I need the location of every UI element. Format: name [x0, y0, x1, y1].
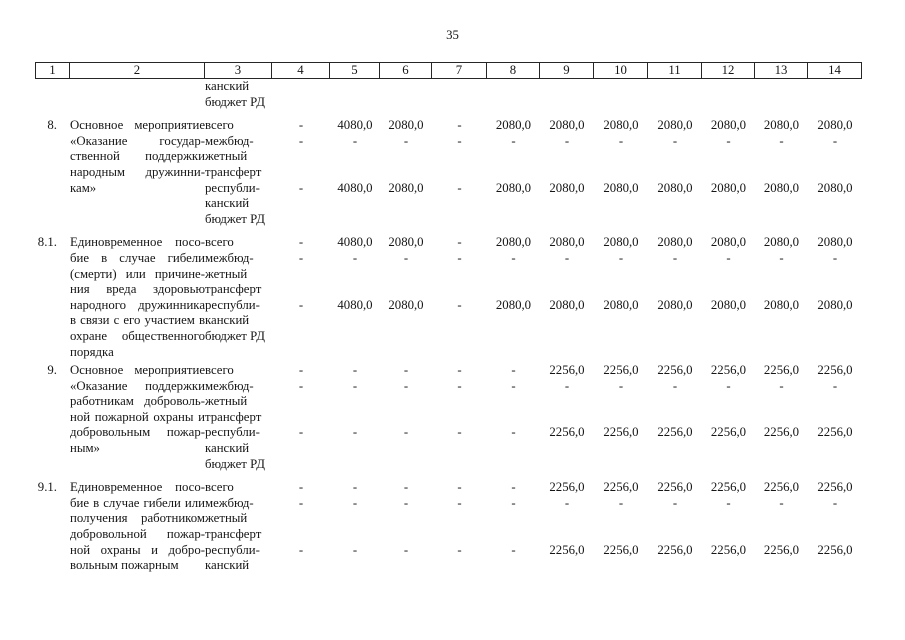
value-total: 2080,0 [817, 235, 853, 250]
value-column-11 [648, 118, 702, 227]
value-republican: 2256,0 [710, 542, 747, 557]
funding-source [205, 363, 272, 472]
column-header-2: 2 [70, 63, 205, 78]
value-interbudget: - [726, 250, 731, 265]
value-total: 2256,0 [817, 480, 853, 495]
value-total: - [298, 235, 304, 250]
value-interbudget: - [564, 378, 570, 393]
row-number: 8. [47, 118, 57, 133]
value-column-4 [272, 118, 330, 227]
value-column-10 [594, 235, 648, 360]
row-name-line: ным» [70, 441, 100, 456]
row-name-line: народного дружинника [70, 297, 205, 312]
funding-source-line: республи- [205, 542, 260, 557]
value-republican: - [298, 542, 304, 557]
funding-source [205, 480, 272, 574]
value-total: - [511, 480, 516, 495]
value-column-12 [702, 480, 755, 574]
value-column-9 [540, 118, 594, 227]
value-column-8 [487, 235, 540, 360]
value-total: - [352, 363, 358, 378]
value-interbudget: - [457, 133, 462, 148]
value-interbudget: - [726, 133, 731, 148]
value-total: - [403, 480, 409, 495]
value-column-12 [702, 363, 755, 472]
value-republican: 2080,0 [549, 180, 585, 195]
row-name-line: Основное мероприятие [70, 118, 205, 133]
value-interbudget: - [298, 133, 304, 148]
value-total: - [457, 480, 462, 495]
value-interbudget: - [564, 495, 570, 510]
row-number: 9. [47, 363, 57, 378]
row-number: 9.1. [37, 480, 57, 495]
value-column-6 [380, 118, 432, 227]
value-column-6 [380, 235, 432, 360]
column-header-4: 4 [272, 63, 330, 78]
value-interbudget: - [403, 133, 409, 148]
value-republican: 4080,0 [337, 297, 373, 312]
value-total: 2256,0 [549, 480, 585, 495]
value-republican: 2256,0 [763, 542, 800, 557]
value-republican: 2080,0 [657, 297, 693, 312]
value-interbudget: - [457, 250, 462, 265]
value-total: 2080,0 [817, 118, 853, 133]
funding-source-line: межбюд- [205, 250, 254, 265]
funding-source-line: жетный [205, 149, 248, 164]
value-republican: 2256,0 [549, 425, 585, 440]
value-total: 2256,0 [657, 480, 693, 495]
column-header-5: 5 [330, 63, 380, 78]
value-total: 2256,0 [603, 480, 639, 495]
row-name-line: бие в случае гибели [70, 250, 205, 265]
value-column-5 [330, 118, 380, 227]
row-name-line: народным дружинни- [70, 164, 205, 179]
value-total: 2080,0 [388, 118, 424, 133]
value-interbudget: - [352, 495, 358, 510]
value-interbudget: - [832, 495, 838, 510]
table-row [35, 472, 862, 574]
table-header-row [35, 62, 862, 79]
row-name [70, 363, 205, 472]
value-column-12 [702, 118, 755, 227]
value-interbudget: - [511, 250, 516, 265]
value-column-8 [487, 363, 540, 472]
funding-source-line: всего [205, 480, 234, 495]
value-column-4 [272, 235, 330, 360]
value-interbudget: - [779, 378, 784, 393]
value-republican: - [298, 180, 304, 195]
funding-source-line: республи- [205, 297, 260, 312]
row-name-line: «Оказание поддержки [70, 378, 205, 393]
value-republican: 2256,0 [817, 425, 853, 440]
value-interbudget: - [403, 378, 409, 393]
value-column-6 [380, 480, 432, 574]
value-interbudget: - [511, 378, 516, 393]
table-row [35, 227, 862, 360]
row-name-line: кам» [70, 180, 97, 195]
value-republican: - [457, 180, 462, 195]
row-name-line: порядка [70, 344, 114, 359]
value-column-14 [808, 118, 862, 227]
funding-source-line: канский [205, 313, 250, 328]
row-name-line: охране общественного [70, 328, 205, 343]
value-interbudget: - [352, 378, 358, 393]
value-column-9 [540, 79, 594, 110]
value-republican: 2080,0 [495, 297, 532, 312]
funding-source-line: всего [205, 235, 234, 250]
value-republican: - [457, 425, 462, 440]
row-name [70, 79, 205, 110]
value-total: - [298, 363, 304, 378]
column-header-13: 13 [755, 63, 808, 78]
value-column-4 [272, 79, 330, 110]
value-total: 2256,0 [657, 363, 693, 378]
value-interbudget: - [672, 133, 678, 148]
row-number [35, 79, 70, 110]
funding-source-line: всего [205, 363, 234, 378]
funding-source-line: трансферт [205, 282, 262, 297]
row-name-line: работникам доброволь- [70, 394, 205, 409]
value-column-14 [808, 79, 862, 110]
row-name-line: Единовременное посо- [70, 480, 205, 495]
value-republican: 2080,0 [388, 297, 424, 312]
value-republican: - [457, 297, 462, 312]
budget-table [35, 62, 862, 574]
value-interbudget: - [403, 250, 409, 265]
funding-source-line: республи- [205, 425, 260, 440]
row-name-line: в связи с его участием в [70, 313, 205, 328]
value-republican: 2080,0 [710, 297, 747, 312]
funding-source-line: бюджет РД [205, 211, 265, 226]
value-column-11 [648, 363, 702, 472]
value-republican: 2256,0 [710, 425, 747, 440]
value-interbudget: - [672, 378, 678, 393]
value-republican: 2256,0 [817, 542, 853, 557]
value-total: 2256,0 [763, 363, 800, 378]
value-interbudget: - [457, 495, 462, 510]
value-total: 2256,0 [763, 480, 800, 495]
funding-source [205, 235, 272, 360]
value-total: 2256,0 [710, 480, 747, 495]
value-column-7 [432, 480, 487, 574]
value-column-10 [594, 363, 648, 472]
table-row [35, 79, 862, 110]
value-republican: 2080,0 [763, 180, 800, 195]
value-interbudget: - [618, 133, 624, 148]
value-column-6 [380, 363, 432, 472]
value-column-13 [755, 235, 808, 360]
funding-source-line: жетный [205, 394, 248, 409]
funding-source-line: канский [205, 196, 250, 211]
value-column-14 [808, 480, 862, 574]
value-total: 2080,0 [603, 118, 639, 133]
table-row [35, 360, 862, 472]
value-interbudget: - [779, 133, 784, 148]
value-column-4 [272, 363, 330, 472]
funding-source-line: бюджет РД [205, 456, 265, 471]
funding-source-line: межбюд- [205, 495, 254, 510]
row-name [70, 235, 205, 360]
value-column-7 [432, 79, 487, 110]
value-republican: 2080,0 [817, 180, 853, 195]
value-interbudget: - [779, 250, 784, 265]
value-interbudget: - [832, 378, 838, 393]
funding-source-line: жетный [205, 511, 248, 526]
value-column-8 [487, 480, 540, 574]
value-republican: 2080,0 [603, 297, 639, 312]
value-total: - [403, 363, 409, 378]
value-interbudget: - [672, 250, 678, 265]
value-republican: - [457, 542, 462, 557]
row-name-line: ной охраны и добро- [70, 542, 205, 557]
column-header-7: 7 [432, 63, 487, 78]
value-column-13 [755, 79, 808, 110]
value-republican: 2080,0 [388, 180, 424, 195]
value-column-5 [330, 79, 380, 110]
value-interbudget: - [298, 250, 304, 265]
value-interbudget: - [298, 495, 304, 510]
funding-source-line: канский [205, 441, 250, 456]
funding-source [205, 118, 272, 227]
value-column-7 [432, 235, 487, 360]
column-header-10: 10 [594, 63, 648, 78]
column-header-9: 9 [540, 63, 594, 78]
value-column-6 [380, 79, 432, 110]
value-column-7 [432, 118, 487, 227]
value-interbudget: - [298, 378, 304, 393]
value-total: 2080,0 [763, 118, 800, 133]
row-name-line: бие в случае гибели или [70, 495, 205, 510]
value-total: - [298, 480, 304, 495]
value-column-5 [330, 363, 380, 472]
value-column-5 [330, 480, 380, 574]
row-name-line: добровольным пожар- [70, 425, 205, 440]
row-name-line: Основное мероприятие [70, 363, 205, 378]
value-interbudget: - [457, 378, 462, 393]
value-republican: - [298, 425, 304, 440]
funding-source-line: трансферт [205, 409, 262, 424]
value-republican: 2080,0 [763, 297, 800, 312]
value-total: 2256,0 [549, 363, 585, 378]
value-column-12 [702, 79, 755, 110]
value-republican: 2256,0 [603, 425, 639, 440]
funding-source-line: межбюд- [205, 133, 254, 148]
value-republican: 2080,0 [603, 180, 639, 195]
value-interbudget: - [352, 133, 358, 148]
table-body [35, 79, 862, 574]
row-name-line: «Оказание государ- [70, 133, 205, 148]
value-total: 2080,0 [495, 235, 532, 250]
value-republican: 2256,0 [657, 425, 693, 440]
value-column-10 [594, 118, 648, 227]
value-column-13 [755, 118, 808, 227]
value-interbudget: - [352, 250, 358, 265]
value-column-9 [540, 235, 594, 360]
value-republican: - [403, 425, 409, 440]
value-column-5 [330, 235, 380, 360]
row-number: 8.1. [37, 235, 57, 250]
table-row [35, 110, 862, 227]
value-republican: - [403, 542, 409, 557]
row-name-line: ния вреда здоровью [70, 282, 205, 297]
row-name-line: ственной поддержки [70, 149, 205, 164]
value-total: 2256,0 [603, 363, 639, 378]
value-total: 2080,0 [549, 235, 585, 250]
value-interbudget: - [618, 378, 624, 393]
column-header-8: 8 [487, 63, 540, 78]
value-total: 4080,0 [337, 235, 373, 250]
value-republican: - [298, 297, 304, 312]
value-column-11 [648, 480, 702, 574]
value-column-9 [540, 363, 594, 472]
value-republican: 2256,0 [657, 542, 693, 557]
value-interbudget: - [726, 495, 731, 510]
funding-source-line: всего [205, 118, 234, 133]
funding-source-line: бюджет РД [205, 94, 265, 109]
value-column-9 [540, 480, 594, 574]
column-header-6: 6 [380, 63, 432, 78]
value-column-11 [648, 235, 702, 360]
row-name-line: Единовременное посо- [70, 235, 205, 250]
value-interbudget: - [564, 133, 570, 148]
value-republican: 4080,0 [337, 180, 373, 195]
value-column-8 [487, 79, 540, 110]
column-header-11: 11 [648, 63, 702, 78]
funding-source-line: жетный [205, 266, 248, 281]
value-total: 2256,0 [817, 363, 853, 378]
funding-source [205, 79, 272, 110]
row-name-line: вольным пожарным [70, 558, 179, 573]
value-republican: 2080,0 [710, 180, 747, 195]
value-column-10 [594, 79, 648, 110]
value-total: - [457, 363, 462, 378]
value-republican: 2080,0 [495, 180, 532, 195]
value-total: - [457, 235, 462, 250]
value-interbudget: - [618, 495, 624, 510]
row-name-line: получения работником [70, 511, 205, 526]
value-total: 2080,0 [549, 118, 585, 133]
value-column-11 [648, 79, 702, 110]
value-interbudget: - [832, 250, 838, 265]
value-republican: 2080,0 [817, 297, 853, 312]
value-total: - [352, 480, 358, 495]
row-name-line: (смерти) или причине- [70, 266, 205, 281]
value-column-10 [594, 480, 648, 574]
value-republican: 2256,0 [549, 542, 585, 557]
value-interbudget: - [672, 495, 678, 510]
value-total: - [457, 118, 462, 133]
column-header-12: 12 [702, 63, 755, 78]
value-total: 2080,0 [710, 235, 747, 250]
value-republican: 2256,0 [603, 542, 639, 557]
value-interbudget: - [511, 133, 516, 148]
value-interbudget: - [403, 495, 409, 510]
row-name-line: ной пожарной охраны и [70, 409, 205, 424]
value-column-12 [702, 235, 755, 360]
value-total: - [298, 118, 304, 133]
value-column-4 [272, 480, 330, 574]
funding-source-line: трансферт [205, 527, 262, 542]
value-column-7 [432, 363, 487, 472]
value-total: 4080,0 [337, 118, 373, 133]
value-column-8 [487, 118, 540, 227]
funding-source-line: республи- [205, 180, 260, 195]
page-number: 35 [446, 28, 459, 42]
value-republican: 2080,0 [549, 297, 585, 312]
value-column-13 [755, 363, 808, 472]
funding-source-line: канский [205, 558, 250, 573]
value-interbudget: - [618, 250, 624, 265]
row-name [70, 118, 205, 227]
value-total: 2080,0 [710, 118, 747, 133]
value-republican: - [352, 542, 358, 557]
value-republican: 2256,0 [763, 425, 800, 440]
column-header-3: 3 [205, 63, 272, 78]
row-name [70, 480, 205, 574]
value-republican: - [511, 542, 516, 557]
value-total: 2080,0 [657, 118, 693, 133]
value-total: 2256,0 [710, 363, 747, 378]
column-header-1: 1 [35, 63, 70, 78]
value-interbudget: - [564, 250, 570, 265]
value-republican: - [352, 425, 358, 440]
value-total: 2080,0 [388, 235, 424, 250]
value-column-14 [808, 235, 862, 360]
value-interbudget: - [726, 378, 731, 393]
funding-source-line: канский [205, 79, 250, 93]
value-republican: - [511, 425, 516, 440]
value-total: 2080,0 [657, 235, 693, 250]
value-interbudget: - [779, 495, 784, 510]
value-total: 2080,0 [495, 118, 532, 133]
value-interbudget: - [832, 133, 838, 148]
value-total: 2080,0 [763, 235, 800, 250]
value-column-13 [755, 480, 808, 574]
value-column-14 [808, 363, 862, 472]
value-total: - [511, 363, 516, 378]
funding-source-line: бюджет РД [205, 328, 265, 343]
value-interbudget: - [511, 495, 516, 510]
row-name-line: добровольной пожар- [70, 527, 205, 542]
funding-source-line: межбюд- [205, 378, 254, 393]
value-total: 2080,0 [603, 235, 639, 250]
value-republican: 2080,0 [657, 180, 693, 195]
column-header-14: 14 [808, 63, 862, 78]
funding-source-line: трансферт [205, 164, 262, 179]
